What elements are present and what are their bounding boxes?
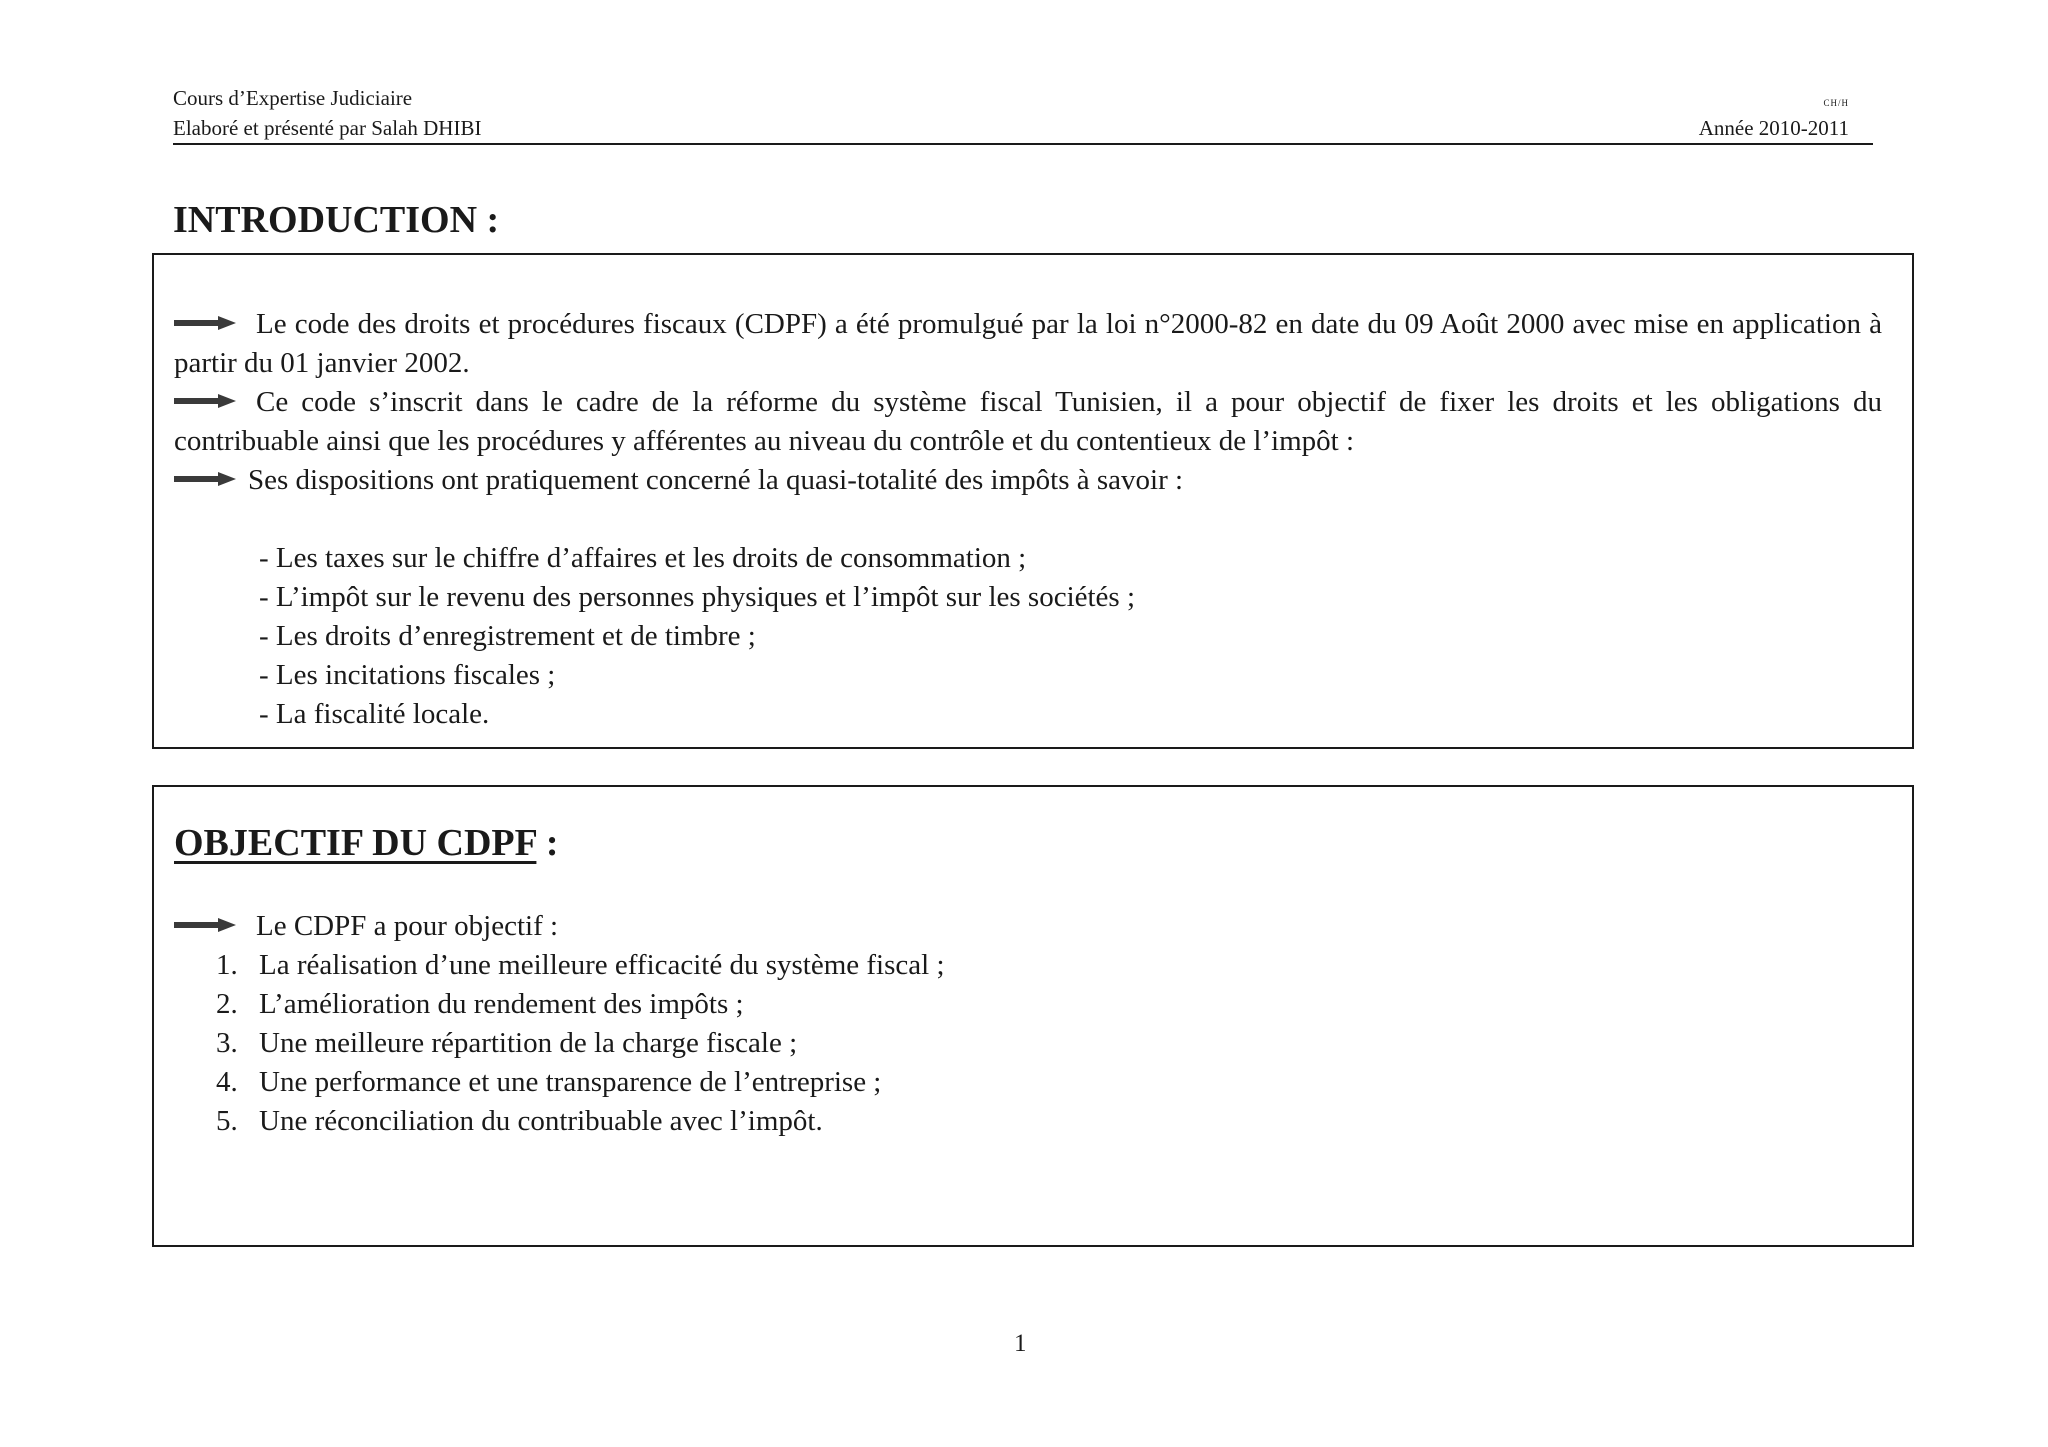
list-item	[174, 985, 945, 1024]
objectif-lead-text: Le CDPF a pour objectif :	[256, 910, 559, 942]
page-header	[173, 86, 1873, 146]
introduction-title: INTRODUCTION :	[173, 199, 500, 241]
intro-paragraph-3	[174, 461, 1882, 500]
list-item	[174, 946, 945, 985]
list-item	[174, 1063, 945, 1102]
academic-year: Année 2010-2011	[1698, 116, 1849, 140]
header-mark: CH/H	[1823, 98, 1849, 108]
arrow-right-icon	[174, 316, 236, 330]
item-text: Une meilleure répartition de la charge fiscale ;	[259, 1027, 798, 1059]
item-text: L’amélioration du rendement des impôts ;	[259, 988, 744, 1020]
page-number: 1	[1014, 1330, 1027, 1357]
introduction-box	[152, 253, 1914, 749]
item-number: 3.	[216, 1027, 238, 1059]
item-text: Une performance et une transparence de l’entreprise ;	[259, 1066, 882, 1098]
objectif-heading	[174, 821, 559, 865]
arrow-right-icon	[174, 918, 236, 932]
objectif-title	[174, 821, 559, 865]
item-number: 5.	[216, 1105, 238, 1137]
objectif-list	[174, 946, 945, 1141]
author-line: Elaboré et présenté par Salah DHIBI	[173, 116, 482, 140]
list-item	[174, 1024, 945, 1063]
list-item: - Les taxes sur le chiffre d’affaires et les droits de consommation ;	[259, 542, 1027, 574]
objectif-title-suffix: :	[536, 822, 559, 864]
item-number: 4.	[216, 1066, 238, 1098]
objectif-lead	[174, 907, 1882, 946]
list-item: - L’impôt sur le revenu des personnes physiques et l’impôt sur les sociétés ;	[259, 581, 1136, 613]
objectif-box	[152, 785, 1914, 1247]
intro-paragraph-1	[174, 305, 1882, 383]
item-text: La réalisation d’une meilleure efficacité du système fiscal ;	[259, 949, 945, 981]
course-title: Cours d’Expertise Judiciaire	[173, 86, 413, 110]
list-item: - Les incitations fiscales ;	[259, 659, 556, 691]
intro-paragraph-3-text: Ses dispositions ont pratiquement concerné la quasi-totalité des impôts à savoir :	[248, 464, 1184, 496]
intro-paragraph-2	[174, 383, 1882, 461]
list-item: - Les droits d’enregistrement et de timbre ;	[259, 620, 756, 652]
list-item	[174, 1102, 945, 1141]
header-divider	[173, 143, 1873, 145]
list-item: - La fiscalité locale.	[259, 698, 490, 730]
tax-list	[259, 539, 1135, 734]
intro-paragraph-1-text: Le code des droits et procédures fiscaux (CDPF) a été promulgué par la loi n°2000-82 en date du 09 Août 2000 avec mise en application à partir du 01 janvier 2002.	[174, 308, 1882, 379]
item-text: Une réconciliation du contribuable avec l’impôt.	[259, 1105, 823, 1137]
arrow-right-icon	[174, 472, 236, 486]
intro-paragraph-2-text: Ce code s’inscrit dans le cadre de la réforme du système fiscal Tunisien, il a pour objectif de fixer les droits et les obligations du contribuable ainsi que les procédures y afférentes au niveau du contrôle et du contentieux de l’impôt :	[174, 386, 1882, 457]
objectif-title-text: OBJECTIF DU CDPF	[174, 822, 537, 864]
arrow-right-icon	[174, 394, 236, 408]
item-number: 2.	[216, 988, 238, 1020]
item-number: 1.	[216, 949, 238, 981]
